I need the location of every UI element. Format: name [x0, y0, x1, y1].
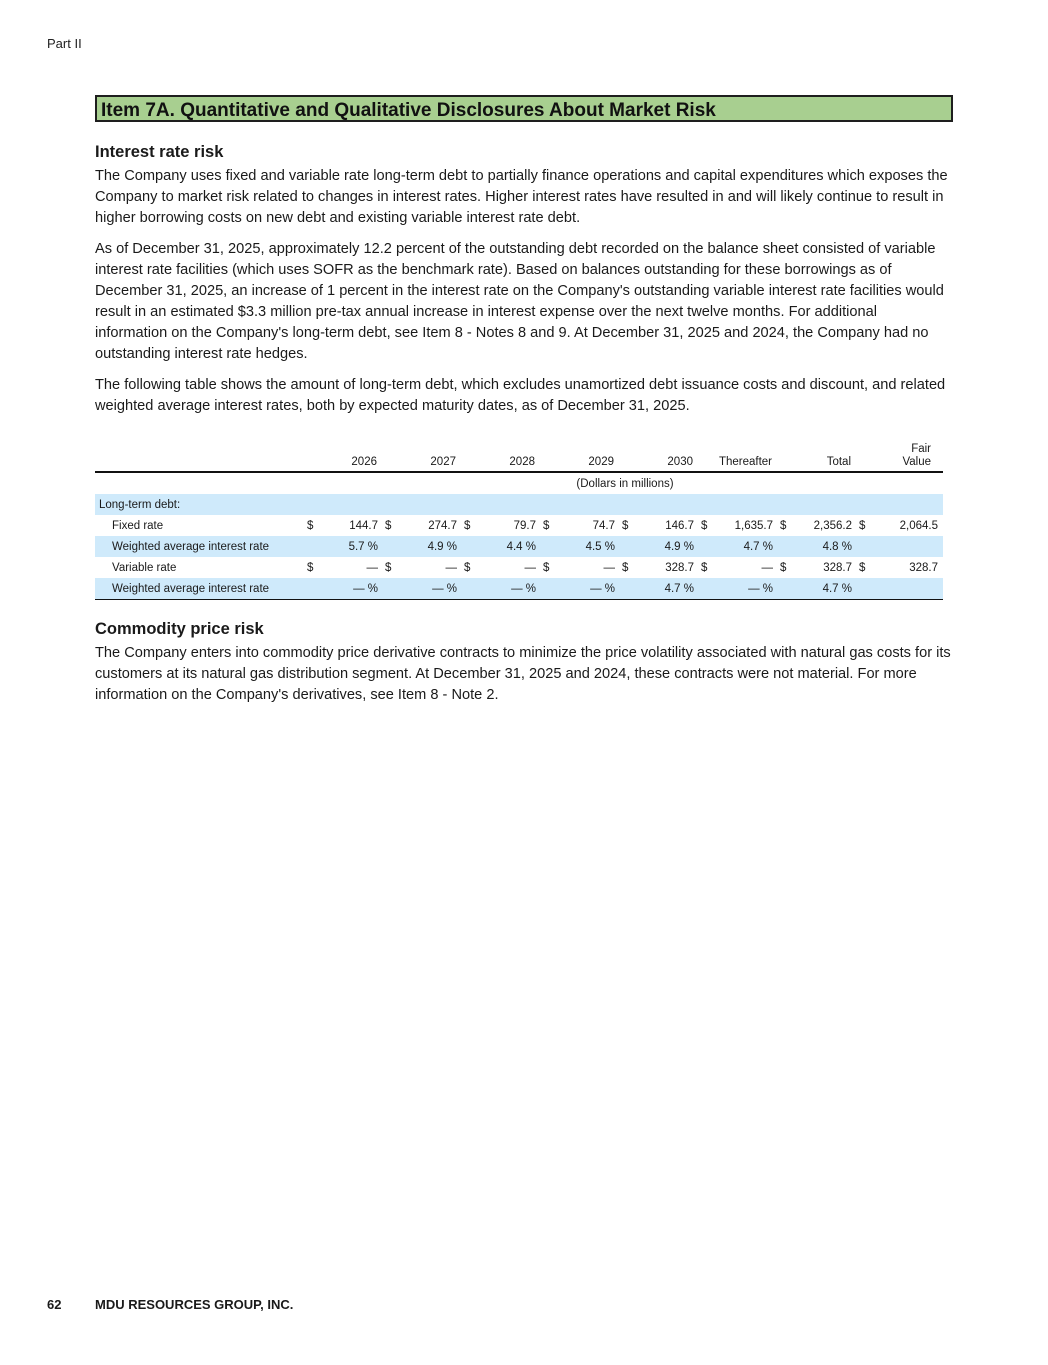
section-label: Long-term debt: — [95, 494, 943, 515]
col-header: Thereafter — [701, 441, 780, 472]
rate-cell: — % — [385, 578, 464, 600]
table-cell: — — [761, 561, 773, 574]
currency-symbol: $ — [464, 519, 471, 532]
table-cell: — — [524, 561, 536, 574]
currency-symbol: $ — [859, 561, 866, 574]
commodity-price-risk-heading: Commodity price risk — [95, 620, 264, 638]
fair-value-line-1: Fair — [911, 443, 931, 455]
commodity-price-paragraph: The Company enters into commodity price derivative contracts to minimize the price volatility associated with natural gas costs for its customers at its natural gas distribution segment. At December 31, 2025 and 2024, these contracts were not material. For more information on the Company's derivatives, see Item 8 - Note 2. — [95, 645, 951, 703]
currency-symbol: $ — [780, 561, 787, 574]
page-footer — [47, 1297, 293, 1312]
rate-cell: — % — [543, 578, 622, 600]
col-header: 2030 — [622, 441, 701, 472]
table-row — [95, 557, 943, 578]
table-cell: 146.7 — [665, 519, 694, 532]
row-label: Weighted average interest rate — [95, 536, 307, 557]
col-header: 2028 — [464, 441, 543, 472]
currency-symbol: $ — [543, 519, 550, 532]
table-header-row — [95, 441, 943, 472]
table-cell: 328.7 — [665, 561, 694, 574]
rate-cell: 4.9 % — [385, 536, 464, 557]
row-label: Fixed rate — [112, 519, 164, 532]
table-cell: — — [366, 561, 378, 574]
item-title-banner: Item 7A. Quantitative and Qualitative Disclosures About Market Risk — [95, 95, 953, 122]
interest-rate-paragraph-1: The Company uses fixed and variable rate long-term debt to partially finance operations and capital expenditures which exposes the Company to market risk related to changes in interest rates. Higher interest rates have resulted in and will likely continue to result in higher borrowing costs on new debt and existing variable interest rate debt. — [95, 168, 948, 226]
table-cell: — — [603, 561, 615, 574]
table-cell: 2,064.5 — [899, 519, 938, 532]
rate-cell: — % — [307, 578, 385, 600]
page-content — [95, 95, 953, 716]
long-term-debt-table — [95, 441, 943, 600]
interest-rate-paragraph-2: As of December 31, 2025, approximately 12.2 percent of the outstanding debt recorded on the balance sheet consisted of variable interest rate facilities (which uses SOFR as the benchmark rate). Based on balances outstanding for these borrowings as of December 31, 2025, an increase of 1 percent in the interest rate on the Company's outstanding variable interest rate facilities would result in an estimated $3.3 million pre-tax annual increase in interest expense over the next twelve months. For additional information on the Company's long-term debt, see Item 8 - Notes 8 and 9. At December 31, 2025 and 2024, the Company had no outstanding interest rate hedges. — [95, 241, 944, 362]
units-label: (Dollars in millions) — [576, 477, 674, 490]
currency-symbol: $ — [307, 519, 314, 532]
currency-symbol: $ — [464, 561, 471, 574]
currency-symbol: $ — [701, 561, 708, 574]
interest-rate-risk-heading: Interest rate risk — [95, 143, 224, 161]
rate-cell: — % — [701, 578, 780, 600]
table-cell: 328.7 — [823, 561, 852, 574]
currency-symbol: $ — [307, 561, 314, 574]
rate-cell: 4.7 % — [622, 578, 701, 600]
table-row — [95, 515, 943, 536]
currency-symbol: $ — [780, 519, 787, 532]
units-row — [95, 472, 943, 494]
col-header: Total — [780, 441, 859, 472]
col-header: 2027 — [385, 441, 464, 472]
currency-symbol: $ — [622, 519, 629, 532]
currency-symbol: $ — [701, 519, 708, 532]
section-label-row — [95, 494, 943, 515]
currency-symbol: $ — [385, 561, 392, 574]
table-cell: 2,356.2 — [813, 519, 852, 532]
table-row — [95, 536, 943, 557]
rate-cell: 4.5 % — [543, 536, 622, 557]
part-label: Part II — [47, 36, 82, 51]
col-header: 2029 — [543, 441, 622, 472]
rate-cell: 4.7 % — [780, 578, 859, 600]
currency-symbol: $ — [622, 561, 629, 574]
header-blank — [95, 441, 307, 472]
row-label: Variable rate — [112, 561, 177, 574]
table-cell: 1,635.7 — [734, 519, 773, 532]
rate-cell: 4.7 % — [701, 536, 780, 557]
table-cell: 328.7 — [909, 561, 938, 574]
page-number: 62 — [47, 1297, 62, 1312]
table-row — [95, 578, 943, 600]
fair-value-line-2: Value — [902, 456, 931, 468]
company-name: MDU RESOURCES GROUP, INC. — [95, 1297, 294, 1312]
currency-symbol: $ — [385, 519, 392, 532]
rate-cell: 4.8 % — [780, 536, 859, 557]
interest-rate-paragraph-3: The following table shows the amount of long-term debt, which excludes unamortized debt issuance costs and discount, and related weighted average interest rates, both by expected maturity dates, as of December 31, 2025. — [95, 377, 946, 414]
col-header-fair-value — [859, 441, 943, 472]
currency-symbol: $ — [859, 519, 866, 532]
table-cell: — — [445, 561, 457, 574]
row-label: Weighted average interest rate — [95, 578, 307, 600]
currency-symbol: $ — [543, 561, 550, 574]
rate-cell: 5.7 % — [307, 536, 385, 557]
col-header: 2026 — [307, 441, 385, 472]
rate-cell: 4.9 % — [622, 536, 701, 557]
table-cell: 144.7 — [349, 519, 378, 532]
rate-cell: — % — [464, 578, 543, 600]
table-cell: 79.7 — [513, 519, 536, 532]
table-cell: 74.7 — [592, 519, 615, 532]
rate-cell: 4.4 % — [464, 536, 543, 557]
table-cell: 274.7 — [428, 519, 457, 532]
